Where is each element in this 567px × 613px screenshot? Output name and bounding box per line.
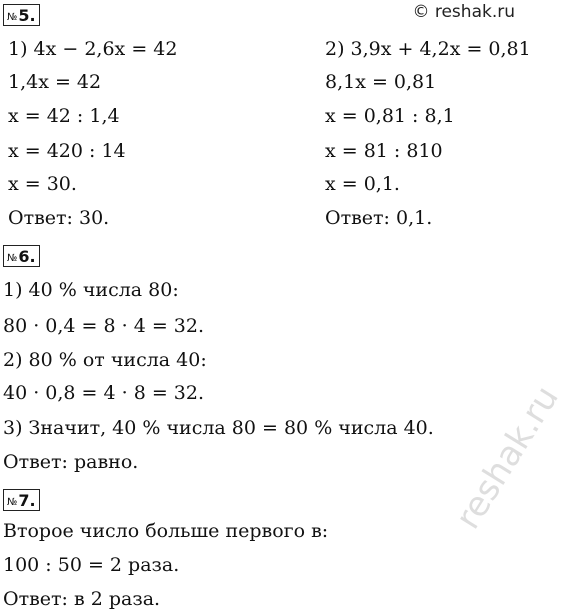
task-6-line-5: 3) Значит, 40 % числа 80 = 80 % числа 40.	[3, 417, 434, 439]
task-5-right-line-1: 2) 3,9x + 4,2x = 0,81	[325, 38, 531, 60]
task-6-line-3: 2) 80 % от числа 40:	[3, 349, 207, 371]
task-number: 7.	[18, 491, 36, 510]
task-5-right-line-6: Ответ: 0,1.	[325, 207, 433, 229]
task-6-line-6: Ответ: равно.	[3, 451, 139, 473]
watermark-text: reshak.ru	[448, 379, 567, 537]
copyright-label: © reshak.ru	[412, 2, 515, 22]
task-6-line-2: 80 · 0,4 = 8 · 4 = 32.	[3, 315, 205, 337]
task-6-line-1: 1) 40 % числа 80:	[3, 279, 179, 301]
task-5-left-line-3: x = 42 : 1,4	[8, 105, 120, 127]
number-sign: №	[7, 497, 18, 508]
task-7-line-3: Ответ: в 2 раза.	[3, 588, 161, 610]
task-6-badge	[3, 245, 40, 267]
task-number: 6.	[18, 247, 36, 266]
task-5-right-line-3: x = 0,81 : 8,1	[325, 105, 455, 127]
task-5-left-line-2: 1,4x = 42	[8, 71, 102, 93]
task-number: 5.	[18, 6, 36, 25]
task-7-badge	[3, 489, 40, 511]
task-5-left-line-6: Ответ: 30.	[8, 207, 110, 229]
task-5-right-line-2: 8,1x = 0,81	[325, 71, 437, 93]
task-5-right-line-5: x = 0,1.	[325, 173, 400, 195]
task-7-line-2: 100 : 50 = 2 раза.	[3, 554, 180, 576]
task-5-left-line-5: x = 30.	[8, 173, 77, 195]
task-5-left-line-1: 1) 4x − 2,6x = 42	[8, 38, 178, 60]
task-7-line-1: Второе число больше первого в:	[3, 520, 329, 542]
task-5-right-line-4: x = 81 : 810	[325, 140, 443, 162]
number-sign: №	[7, 12, 18, 23]
task-5-left-line-4: x = 420 : 14	[8, 140, 126, 162]
task-6-line-4: 40 · 0,8 = 4 · 8 = 32.	[3, 382, 205, 404]
task-5-badge	[3, 4, 40, 26]
number-sign: №	[7, 253, 18, 264]
